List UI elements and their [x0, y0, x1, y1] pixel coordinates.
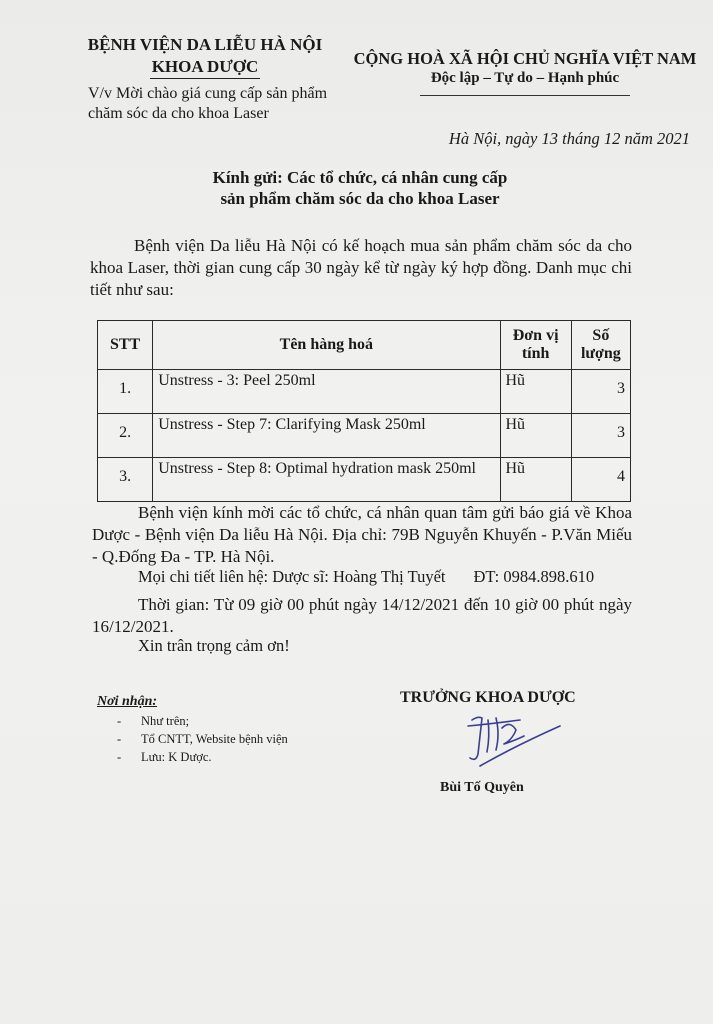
recipient-block [140, 167, 580, 209]
nation-name: CỘNG HOÀ XÃ HỘI CHỦ NGHĨA VIỆT NAM [353, 49, 697, 68]
intro-paragraph: Bệnh viện Da liễu Hà Nội có kế hoạch mua sản phẩm chăm sóc da cho khoa Laser, thời gian cung cấp 30 ngày kể từ ngày ký hợp đồng. Danh mục chi tiết như sau: [90, 236, 632, 299]
row-qty: 3 [571, 414, 630, 458]
product-table [97, 320, 631, 502]
document-date: Hà Nội, ngày 13 tháng 12 năm 2021 [448, 129, 690, 148]
receivers-list [117, 712, 288, 766]
motto-underline [420, 95, 630, 96]
header-stt: STT [98, 321, 153, 370]
handwritten-signature [460, 706, 570, 776]
invite-paragraph: Bệnh viện kính mời các tổ chức, cá nhân quan tâm gửi báo giá về Khoa Dược - Bệnh viện Da liễu Hà Nội. Địa chỉ: 79B Nguyễn Khuyến - P.Văn Miếu - Q.Đống Đa - TP. Hà Nội. [92, 503, 632, 566]
closing-line: Xin trân trọng cảm ơn! [138, 636, 290, 655]
row-unit: Hũ [500, 414, 571, 458]
contact-phone: ĐT: 0984.898.610 [473, 567, 595, 586]
list-item: - Tổ CNTT, Website bệnh viện [117, 730, 288, 748]
table-header-row [98, 321, 631, 370]
table-row [98, 458, 631, 502]
national-header [340, 48, 710, 96]
issuer-hospital: BỆNH VIỆN DA LIỄU HÀ NỘI [87, 35, 323, 54]
issuer-header [60, 34, 350, 79]
receivers-title: Nơi nhận: [97, 694, 158, 709]
table-row [98, 414, 631, 458]
row-name: Unstress - Step 7: Clarifying Mask 250ml [153, 414, 500, 458]
issuer-department: KHOA DƯỢC [150, 56, 261, 79]
subject-line: V/v Mời chào giá cung cấp sản phẩm chăm sóc da cho khoa Laser [88, 85, 328, 122]
national-motto: Độc lập – Tự do – Hạnh phúc [430, 70, 620, 86]
recipient-line-2: sản phẩm chăm sóc da cho khoa Laser [220, 189, 500, 208]
contact-line [138, 567, 638, 587]
signer-name: Bùi Tố Quyên [440, 780, 524, 795]
row-name: Unstress - Step 8: Optimal hydration mask 250ml [153, 458, 500, 502]
row-qty: 4 [571, 458, 630, 502]
contact-person: Mọi chi tiết liên hệ: Dược sĩ: Hoàng Thị Tuyết [138, 567, 446, 586]
row-unit: Hũ [500, 458, 571, 502]
row-qty: 3 [571, 370, 630, 414]
time-paragraph: Thời gian: Từ 09 giờ 00 phút ngày 14/12/2021 đến 10 giờ 00 phút ngày 16/12/2021. [92, 595, 632, 636]
row-unit: Hũ [500, 370, 571, 414]
header-qty: Số lượng [571, 321, 630, 370]
row-name: Unstress - 3: Peel 250ml [153, 370, 500, 414]
header-name: Tên hàng hoá [153, 321, 500, 370]
list-item: - Như trên; [117, 712, 288, 730]
recipient-line-1: Kính gửi: Các tổ chức, cá nhân cung cấp [212, 168, 508, 187]
row-stt: 1. [98, 370, 153, 414]
row-stt: 3. [98, 458, 153, 502]
row-stt: 2. [98, 414, 153, 458]
table-row [98, 370, 631, 414]
list-item: - Lưu: K Dược. [117, 748, 288, 766]
header-unit: Đơn vị tính [500, 321, 571, 370]
signature-title: TRƯỞNG KHOA DƯỢC [400, 689, 576, 706]
